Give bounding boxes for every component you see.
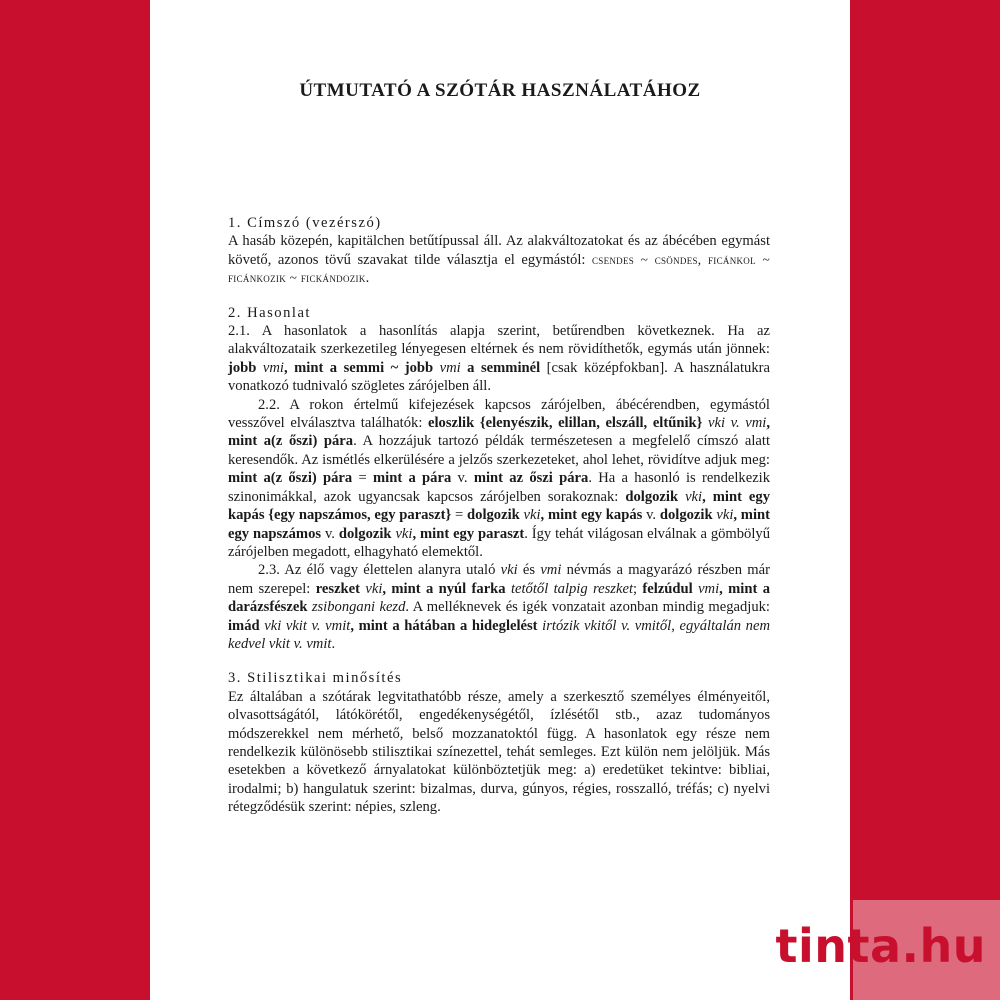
example: eloszlik {elenyészik, elillan, elszáll, eltűnik} xyxy=(428,415,703,432)
text: . Így tehát világosan elválnak a gömbölyű zárójelben megadott, elhagyható elemektől. xyxy=(228,525,771,560)
example: dolgozik xyxy=(338,525,392,542)
page xyxy=(150,0,850,1000)
example: , mint a nyúl farka xyxy=(382,580,506,597)
text: v. xyxy=(642,507,660,524)
section-heading: 1. Címszó (vezérszó) xyxy=(228,215,382,231)
pronoun: vmi xyxy=(540,562,562,579)
example: dolgozik xyxy=(625,488,679,505)
paragraph-2-3 xyxy=(228,561,770,653)
text: . A melléknevek és igék vonzatait azonban mindig megadjuk: xyxy=(405,599,770,616)
explanation: tetőtől talpig reszket xyxy=(510,580,633,597)
text: 2.1. A hasonlatok a hasonlítás alapja szerint, betűrendben következnek. Ha az alakváltozataik szerkezetileg lényegesen eltérnek és nem rövidíthetők, egymás után jönnek: xyxy=(228,323,770,358)
page-title: ÚTMUTATÓ A SZÓTÁR HASZNÁLATÁHOZ xyxy=(299,80,701,101)
paragraph: Ez általában a szótárak legvitathatóbb része, amely a szerkesztő személyes élményeitől, olvasottságától, látókörétől, engedékenységétől, ízlésétől stb., azaz tudományos módszerekkel nem mérhető, belső mozzanatoktól függ. A hasonlatok egy része nem rendelkezik különösebb stilisztikai színezettel, tehát semleges. Ezt külön nem jelöljük. Más esetekben a következő árnyalatokat különböztetjük meg: a) eredetüket tekintve: bibliai, irodalmi; b) hangulatuk szerint: bizalmas, durva, gúnyos, régies, rosszalló, tréfás; c) nyelvi rétegződésük szerint: népies, szleng. xyxy=(228,688,770,816)
example: , mint a darázsfészek xyxy=(228,580,770,616)
text: = xyxy=(352,470,374,487)
text: v. xyxy=(451,470,474,487)
pronoun: vmi xyxy=(439,359,461,376)
publisher-logo: tinta.hu xyxy=(775,919,986,973)
pronoun: vki xyxy=(500,562,518,579)
section-stilisztika xyxy=(228,669,770,816)
pronoun: vki xyxy=(365,580,383,597)
page-content xyxy=(228,214,770,833)
example: , mint a semmi ~ jobb xyxy=(283,359,434,376)
explanation: irtózik vkitől v. vmitől, egyáltalán nem kedvel vkit v. vmit xyxy=(228,617,770,652)
text: A hasáb közepén, kapitälchen betűtípussal áll. Az alakváltozatokat és az ábécében egymást követő, azonos tövű szavakat tilde választja el egymástól: xyxy=(228,233,770,268)
pronoun: vki xyxy=(395,525,413,542)
text: v. xyxy=(321,525,339,542)
explanation: zsibongani kezd xyxy=(311,599,406,616)
text: . xyxy=(331,635,336,652)
section-cimszo xyxy=(228,214,770,288)
example: , mint egy kapás xyxy=(540,507,643,524)
text: 2.2. A rokon értelmű kifejezések kapcsos zárójelben, ábécérendben, egymástól vesszővel elválasztva találhatók: xyxy=(228,396,770,432)
example: jobb xyxy=(228,359,257,376)
text: . xyxy=(365,270,370,287)
section-heading: 3. Stilisztikai minősítés xyxy=(228,670,403,687)
paragraph-2-1 xyxy=(228,322,770,396)
example: , mint egy napszámos xyxy=(228,507,770,542)
example: , mint egy kapás {egy napszámos, egy paraszt} xyxy=(228,488,770,524)
pronoun: vmi xyxy=(262,359,284,376)
example: felzúdul xyxy=(642,580,693,597)
pronoun: vki v. vmi xyxy=(708,415,767,432)
example: mint az őszi pára xyxy=(473,470,589,487)
pronoun: vmi xyxy=(698,580,720,597)
example: mint a(z őszi) pára xyxy=(228,470,353,487)
example: , mint a hátában a hideglelést xyxy=(350,617,538,634)
example: reszket xyxy=(315,580,361,597)
example: a semminél xyxy=(460,359,541,376)
paragraph-2-2 xyxy=(228,396,770,562)
pronoun: vki xyxy=(716,507,734,524)
example-headwords: csendes ~ csöndes, ficánkol ~ ficánkozik ~ fickándozik xyxy=(228,251,770,286)
text: névmás a magyarázó részben már nem szerepel: xyxy=(228,562,770,597)
text: ; xyxy=(633,580,643,597)
example: dolgozik xyxy=(467,507,520,524)
example: mint a pára xyxy=(373,470,452,487)
text: . A hozzájuk tartozó példák természetesen a megfelelő címszó alatt keresendők. Az ismétlés elkerülésére a jelzős szerkezeteket, ahol lehet, rövidítve adjuk meg: xyxy=(228,433,771,468)
example: dolgozik xyxy=(659,507,713,524)
example: , mint egy paraszt xyxy=(412,525,525,542)
section-heading: 2. Hasonlat xyxy=(228,304,311,321)
example: , mint a(z őszi) pára xyxy=(228,415,771,450)
text: = xyxy=(451,507,468,524)
pronoun: vki xyxy=(523,507,541,524)
pronoun: vki vkit v. vmit xyxy=(264,617,351,634)
example: imád xyxy=(228,617,260,634)
section-hasonlat xyxy=(228,304,770,654)
pronoun: vki xyxy=(685,488,703,505)
text: [csak középfokban]. A használatukra vonatkozó tudnivaló szögletes zárójelben áll. xyxy=(228,359,770,395)
text: és xyxy=(517,562,541,579)
text: . Ha a hasonló is rendelkezik szinonimákkal, azok ugyancsak kapcsos zárójelben sorakoznak: xyxy=(228,470,771,505)
paragraph xyxy=(228,232,770,287)
text: 2.3. Az élő vagy élettelen alanyra utaló xyxy=(258,562,501,579)
